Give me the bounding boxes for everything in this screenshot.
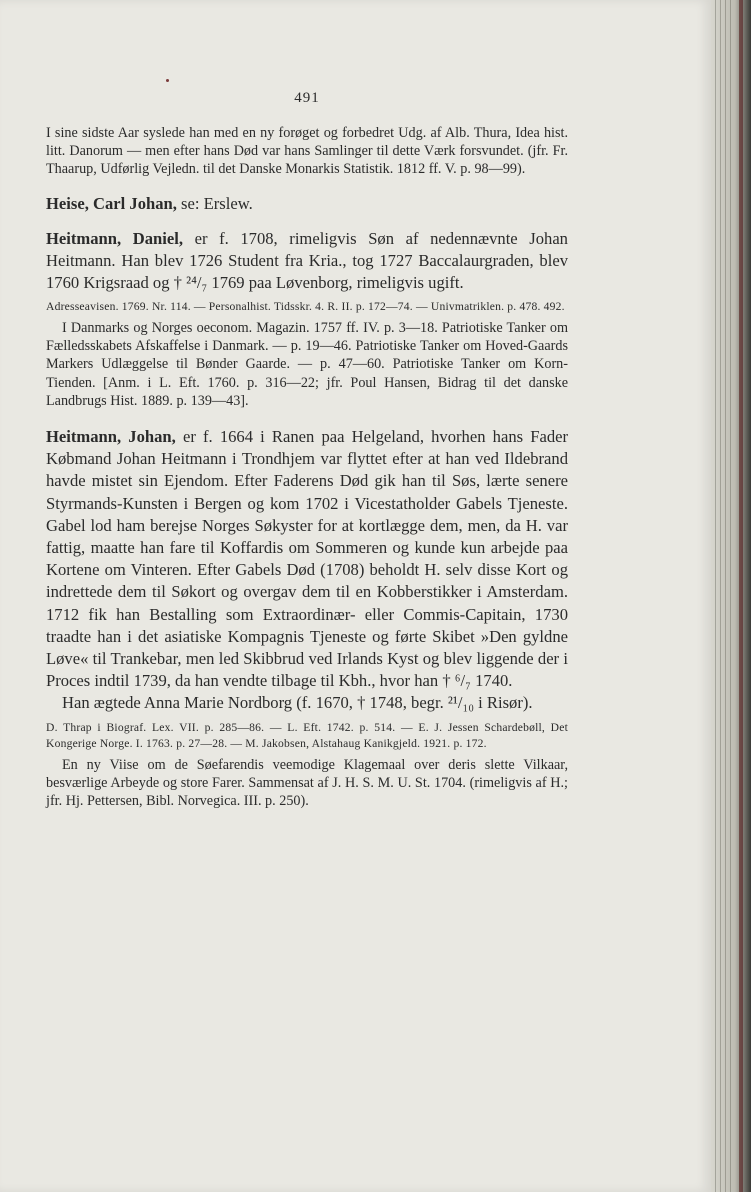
entry-heading: Heitmann, Johan,: [46, 426, 176, 446]
entry-heading: Heise, Carl Johan,: [46, 193, 177, 213]
entry-heise: [46, 193, 568, 215]
entry-johan: [46, 426, 568, 692]
paragraph-continuation: I sine sidste Aar syslede han med en ny forøget og forbedret Udg. af Alb. Thura, Idea hist. litt. Danorum — men efter hans Død var hans Samlinger til dette Værk forsvundet. (jfr. Fr. Thaarup, Udførlig Vejledn. til det Danske Monarkis Statistik. 1812 ff. V. p. 98—99).: [46, 125, 568, 178]
references-daniel: Adresseavisen. 1769. Nr. 114. — Personalhist. Tidsskr. 4. R. II. p. 172—74. — Univmatriklen. p. 478. 492.: [46, 300, 565, 314]
johan-marriage: Han ægtede Anna Marie Nordborg (f. 1670, † 1748, begr. ²¹/₁₀ i Risør).: [62, 693, 533, 713]
pencil-mark: [166, 79, 169, 82]
entry-text: er f. 1708, rimeligvis Søn af nedennævnte Johan Heitmann. Han blev 1726 Student fra Kria., tog 1727 Baccalaurgraden, blev 1760 Krigsraad og † ²⁴/₇ 1769 paa Løvenborg, rimeligvis ugift.: [46, 228, 568, 293]
page-number: 491: [294, 90, 320, 106]
works-daniel: I Danmarks og Norges oeconom. Magazin. 1757 ff. IV. p. 3—18. Patriotiske Tanker om Fælledsskabets Afskaffelse i Danmark. — p. 19—46. Patriotiske Tanker om Hoved-Gaards Markers Udlæggelse til Bønder Gaarde. — p. 47—60. Patriotiske Tanker om Korn-Tienden. [Anm. i L. Eft. 1760. p. 316—22; jfr. Poul Hansen, Bidrag til det danske Landbrugs Hist. 1889. p. 139—43].: [46, 319, 568, 409]
references-johan: D. Thrap i Biograf. Lex. VII. p. 285—86. — L. Eft. 1742. p. 514. — E. J. Jessen Schardebøll, Det Kongerige Norge. I. 1763. p. 27—28. — M. Jakobsen, Alstahaug Kanikgjeld. 1921. p. 172.: [46, 720, 568, 751]
entry-text: er f. 1664 i Ranen paa Helgeland, hvorhen hans Fader Købmand Johan Heitmann i Trondhjem var flyttet efter at han ved Ildebrand havde mistet sin Ejendom. Efter Faderens Død gik han til Søs, lærte senere Styrmands-Kunsten i Bergen og kom 1702 i Vicestatholder Gabels Tjeneste. Gabel lod ham berejse Norges Søkyster for at kortlægge dem, men, da H. var fattig, maatte han fare til Koffardis om Sommeren og kunde kun arbejde paa Kortene om Vinteren. Efter Gabels Død (1708) beholdt H. selv disse Kort og indrettede dem til Søkort og overgav dem til en Kobberstikker i Amsterdam. 1712 fik han Bestalling som Extraordinær- eller Commis-Capitain, 1730 traadte han i det asiatiske Kompagnis Tjeneste og førte Skibet »Den gyldne Løve« til Trankebar, men led Skibbrud ved Irlands Kyst og blev liggende der i Proces indtil 1739, da han vendte tilbage til Kbh., hvor han † ⁶/₇ 1740.: [46, 426, 569, 691]
page-content: [46, 124, 568, 810]
entry-heading: Heitmann, Daniel,: [46, 228, 183, 248]
works-johan: En ny Viise om de Søefarendis veemodige Klagemaal over deris slette Vilkaar, besværlige Arbeyde og store Farer. Sammensat af J. H. S. M. U. St. 1704. (rimeligvis af H.; jfr. Hj. Pettersen, Bibl. Norvegica. III. p. 250).: [46, 756, 568, 809]
entry-text: se: Erslew.: [176, 193, 253, 213]
entry-daniel: [46, 228, 568, 295]
book-edge: [711, 0, 751, 1192]
